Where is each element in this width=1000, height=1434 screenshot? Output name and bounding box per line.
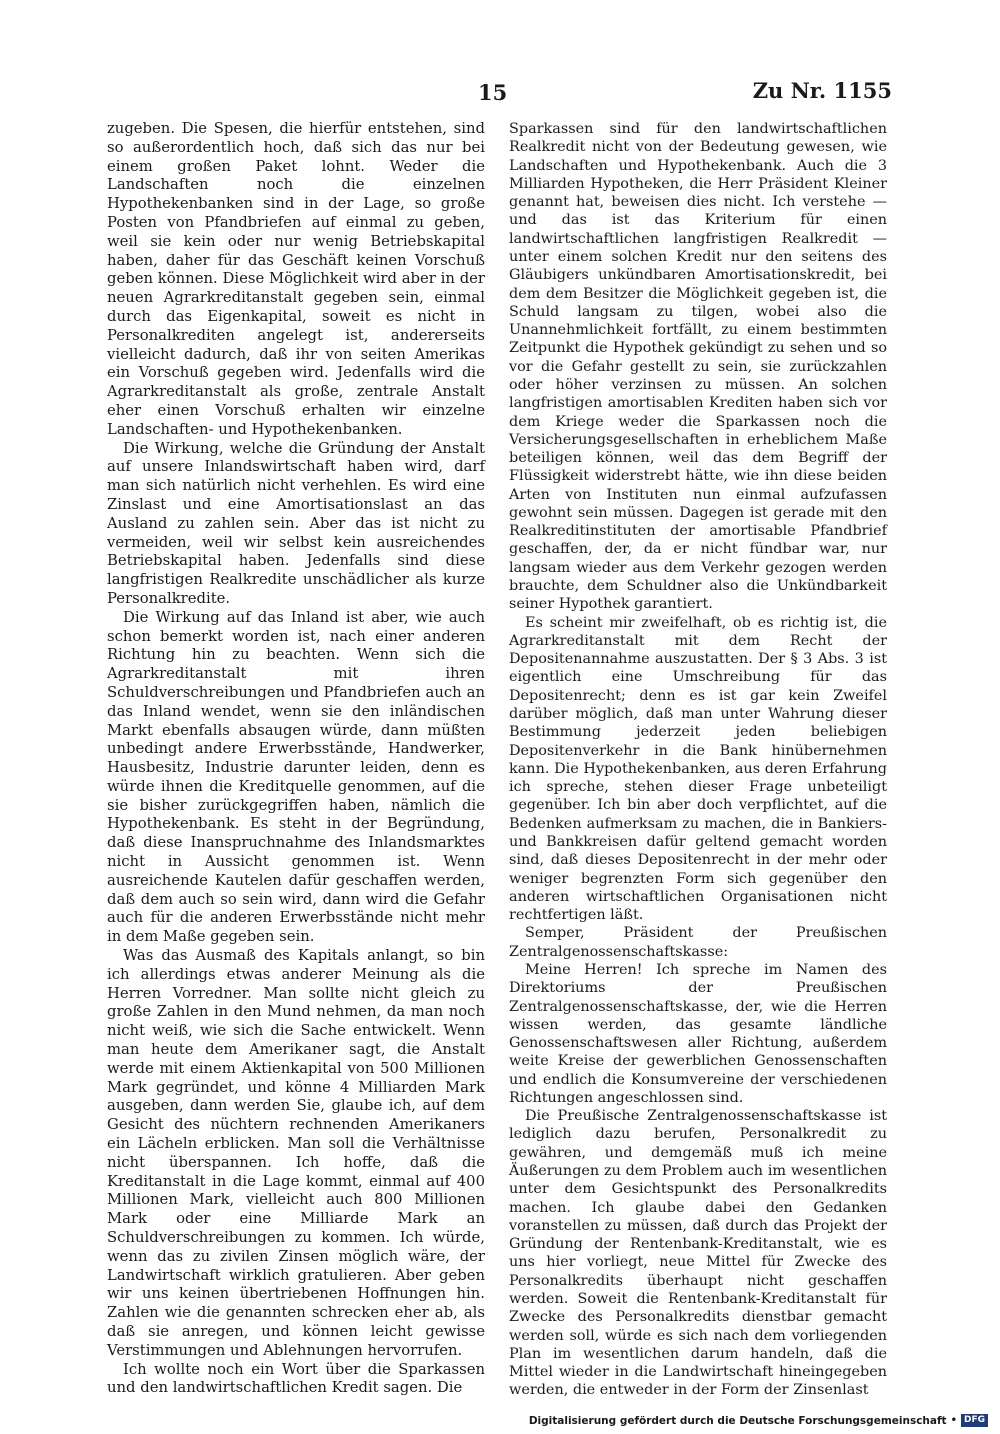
paragraph: Die Wirkung auf das Inland ist aber, wie auch schon bemerkt worden ist, nach einer anderen Richtung hin zu beachten. Wenn sich die Agrarkreditanstalt mit ihren Schuldverschreibungen und Pfandbriefen auch an das Inland wendet, wenn sie den inländischen Markt ebenfalls absaugen würde, dann müßten unbedingt andere Erwerbsstände, Handwerker, Hausbesitz, Industrie darunter leiden, denn es würde ihnen die Kreditquelle genommen, auf die sie bisher zurückgegriffen haben, nämlich die Hypothekenbank. Es steht in der Begründung, daß diese Inanspruchnahme des Inlandsmarktes nicht in Aussicht genommen ist. Wenn ausreichende Kautelen dafür geschaffen werden, daß dem auch so sein wird, dann wird die Gefahr auch für die anderen Erwerbsstände nicht mehr in dem Maße gegeben sein. — [107, 608, 485, 946]
paragraph: Meine Herren! Ich spreche im Namen des Direktoriums der Preußischen Zentralgenossenschaftskasse, der, wie die Herren wissen werden, das gesamte ländliche Genossenschaftswesen aller Richtung, außerdem weite Kreise der gewerblichen Genossenschaften und endlich die Konsumvereine der verschiedenen Richtungen angeschlossen sind. — [509, 961, 887, 1106]
footer — [529, 1414, 988, 1427]
dfg-logo: DFG — [961, 1414, 988, 1427]
paragraph: Was das Ausmaß des Kapitals anlangt, so bin ich allerdings etwas anderer Meinung als die Herren Vorredner. Man sollte nicht gleich zu große Zahlen in den Mund nehmen, da man noch nicht weiß, wie sich die Sache entwickelt. Wenn man heute dem Amerikaner sagt, die Anstalt werde mit einem Aktienkapital von 500 Millionen Mark gegründet, und könne 4 Milliarden Mark ausgeben, dann werden Sie, glaube ich, auf dem Gesicht des nüchtern rechnenden Amerikaners ein Lächeln erblicken. Man soll die Verhältnisse nicht überspannen. Ich hoffe, daß die Kreditanstalt in die Lage kommt, einmal auf 400 Millionen Mark, vielleicht auch 800 Millionen Mark oder eine Milliarde Mark an Schuldverschreibungen zu kommen. Ich würde, wenn das zu zivilen Zinsen möglich wäre, der Landwirtschaft wirklich gratulieren. Aber geben wir uns keinen übertriebenen Hoffnungen hin. Zahlen wie die genannten schrecken eher ab, als daß sie anregen, und können leicht gewisse Verstimmungen und Ablehnungen hervorrufen. — [107, 947, 485, 1359]
paragraph: Es scheint mir zweifelhaft, ob es richtig ist, die Agrarkreditanstalt mit dem Recht der Depositenannahme auszustatten. Der § 3 Abs. 3 ist eigentlich eine Umschreibung für das Depositenrecht; denn es ist gar kein Zweifel darüber möglich, daß man unter Wahrung dieser Bestimmung jederzeit jeden beliebigen Depositenverkehr in die Bank hinübernehmen kann. Die Hypothekenbanken, aus deren Erfahrung ich spreche, stehen dieser Frage unbeteiligt gegenüber. Ich bin aber doch verpflichtet, auf die Bedenken aufmerksam zu machen, die in Bankiers- und Bankkreisen dafür geltend gemacht worden sind, daß dieses Depositenrecht in der mehr oder weniger begrenzten Form sich gegenüber den anderen wirtschaftlichen Organisationen nicht rechtfertigen läßt. — [509, 614, 887, 924]
paragraph: Sparkassen sind für den landwirtschaftlichen Realkredit nicht von der Bedeutung gewesen, wie Landschaften und Hypothekenbank. Auch die 3 Milliarden Hypotheken, die Herr Präsident Kleiner genannt hat, beweisen dies nicht. Ich verstehe — und das ist das Kriterium für einen landwirtschaftlichen langfristigen Realkredit — unter einem solchen Kredit nur den seitens des Gläubigers unkündbaren Amortisationskredit, bei dem dem Besitzer die Möglichkeit gegeben ist, die Schuld langsam zu tilgen, wobei also die Unannehmlichkeit fortfällt, zu einem bestimmten Zeitpunkt die Hypothek gekündigt zu sehen und so vor die Gefahr gestellt zu sein, sie zurückzahlen oder höher verzinsen zu müssen. An solchen langfristigen amortisablen Krediten haben sich vor dem Kriege weder die Sparkassen noch die Versicherungsgesellschaften in erheblichem Maße beteiligen können, weil das dem Begriff der Flüssigkeit widerstrebt hätte, wie ihn diese beiden Arten von Instituten nun einmal aufzufassen gewohnt sein müssen. Dagegen ist gerade mit den Realkreditinstituten der amortisable Pfandbrief geschaffen, der, da er nicht fündbar war, nur langsam wieder aus dem Verkehr gezogen werden brauchte, dem Schuldner also die Unkündbarkeit seiner Hypothek garantiert. — [509, 121, 887, 613]
paragraph: Die Preußische Zentralgenossenschaftskasse ist lediglich dazu berufen, Personalkredit zu gewähren, und demgemäß muß ich meine Äußerungen zu dem Problem auch im wesentlichen unter dem Gesichtspunkt des Personalkredits machen. Ich glaube dabei den Gedanken voranstellen zu müssen, daß durch das Projekt der Gründung der Rentenbank-Kreditanstalt, wie es uns hier vorliegt, neue Mittel für Zwecke des Personalkredits überhaupt nicht geschaffen werden. Soweit die Rentenbank-Kreditanstalt für Zwecke des Personalkredits dienstbar gemacht werden soll, würde es sich nach dem vorliegenden Plan im wesentlichen darum handeln, daß die Mittel wieder in die Landwirtschaft hineingegeben werden, die entweder in der Form der Zinsenlast — [509, 1108, 887, 1399]
paragraph: Die Wirkung, welche die Gründung der Anstalt auf unsere Inlandswirtschaft haben wird, darf man sich natürlich nicht verhehlen. Es wird eine Zinslast und eine Amortisationslast an das Ausland zu zahlen sein. Aber das ist nicht zu vermeiden, weil wir selbst kein ausreichendes Betriebskapital haben. Jedenfalls sind diese langfristigen Realkredite unschädlicher als kurze Personalkredite. — [107, 439, 485, 607]
right-column — [509, 120, 887, 1400]
left-column — [107, 120, 485, 1398]
footer-credit: Digitalisierung gefördert durch die Deutsche Forschungsgemeinschaft — [528, 1414, 947, 1427]
paragraph: Ich wollte noch ein Wort über die Sparkassen und den landwirtschaftlichen Kredit sagen. Die — [107, 1360, 485, 1397]
paragraph: zugeben. Die Spesen, die hierfür entstehen, sind so außerordentlich hoch, daß sich das nur bei einem großen Paket lohnt. Weder die Landschaften noch die einzelnen Hypothekenbanken sind in der Lage, so große Posten von Pfandbriefen auf einmal zu geben, weil sie kein oder nur wenig Betriebskapital haben, daher für das Geschäft keinen Vorschuß geben können. Diese Möglichkeit wird aber in der neuen Agrarkreditanstalt gegeben sein, einmal durch das Eigenkapital, soweit es nicht in Personalkrediten angelegt ist, andererseits vielleicht dadurch, daß ihr von seiten Amerikas ein Vorschuß gegeben wird. Jedenfalls wird die Agrarkreditanstalt als große, zentrale Anstalt eher einen Vorschuß erhalten wir einzelne Landschaften- und Hypothekenbanken. — [107, 120, 485, 438]
document-reference: Zu Nr. 1155 — [752, 78, 892, 103]
separator-dot-icon: • — [950, 1415, 957, 1426]
speaker-heading: Semper, Präsident der Preußischen Zentralgenossenschaftskasse: — [509, 925, 887, 960]
page-number: 15 — [478, 80, 508, 105]
